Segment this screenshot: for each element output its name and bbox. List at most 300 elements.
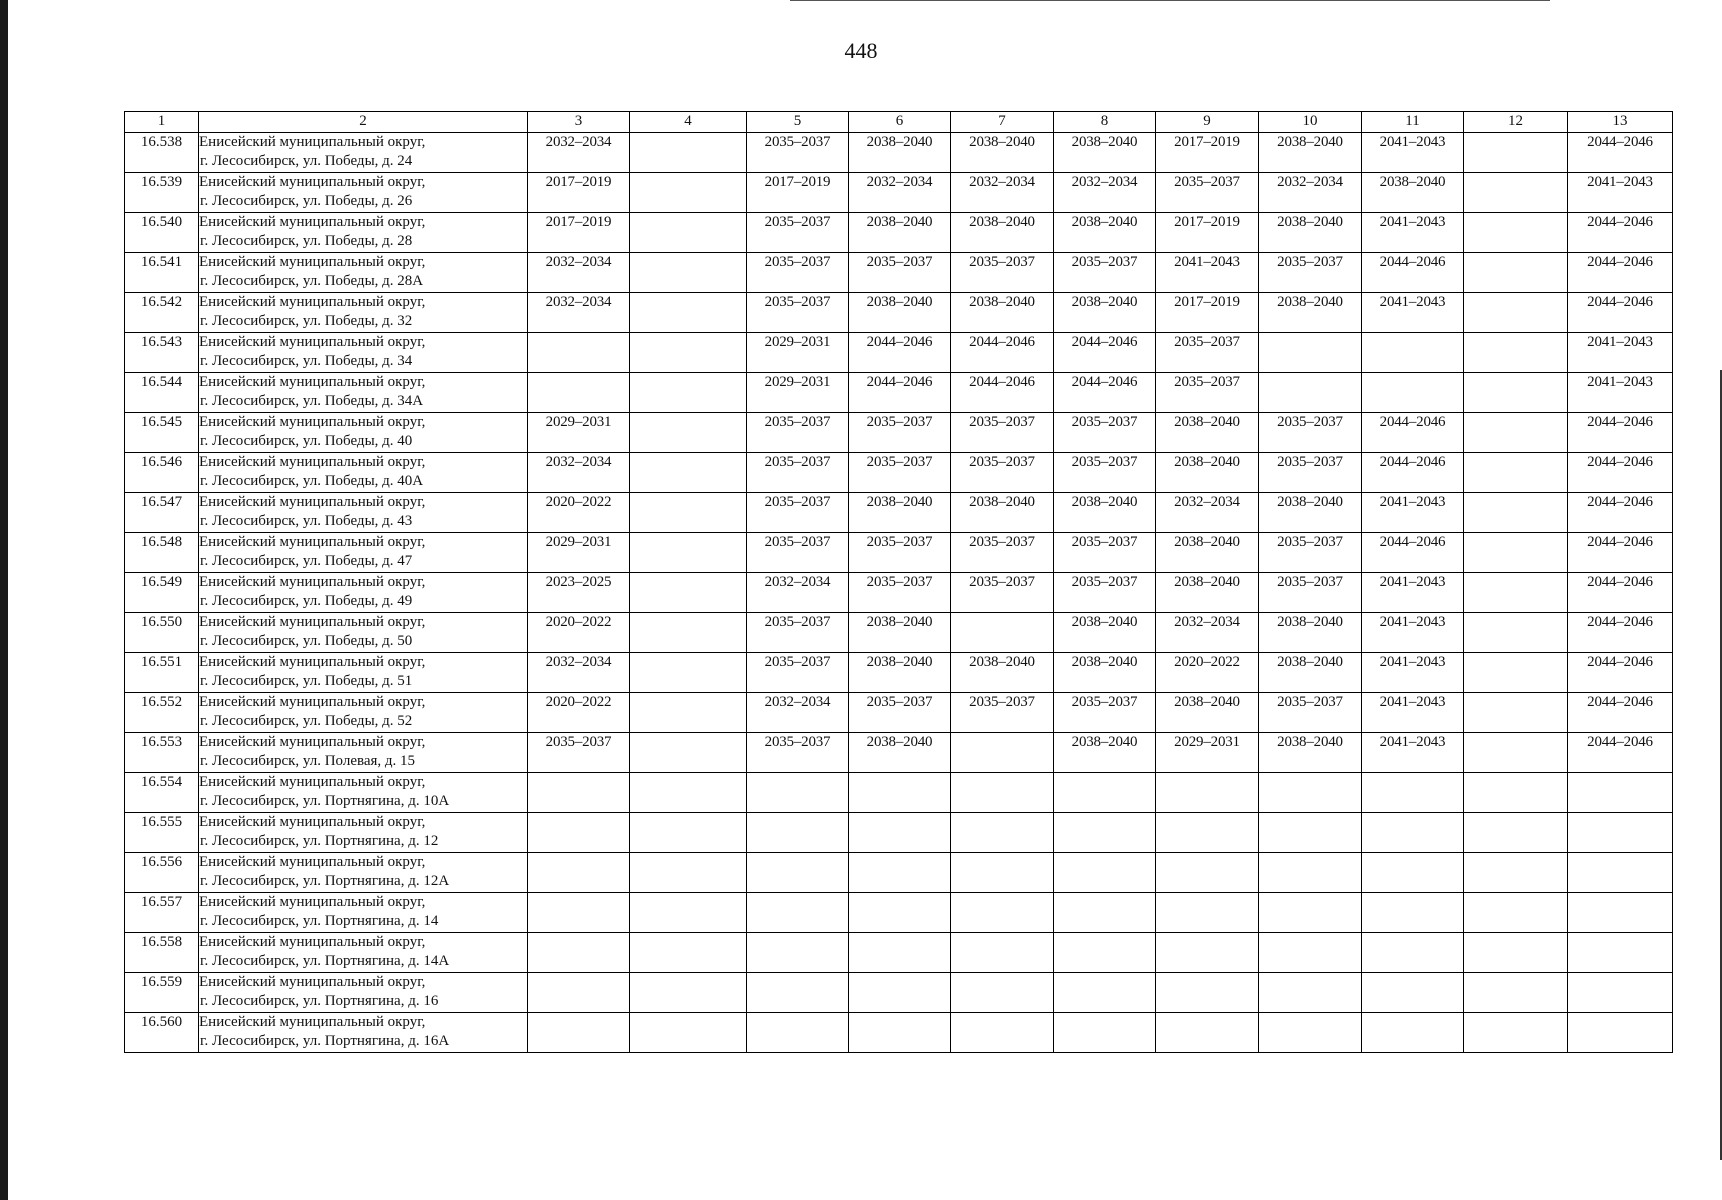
address-line-1: Енисейский муниципальный округ, (199, 654, 426, 670)
period-cell-13: 2044–2046 (1568, 613, 1673, 653)
period-cell-7 (951, 773, 1054, 813)
page-number: 448 (844, 38, 878, 63)
period-cell-5: 2035–2037 (747, 533, 849, 573)
period-cell-4 (630, 173, 747, 213)
period-cell-13: 2044–2046 (1568, 453, 1673, 493)
period-cell-9: 2017–2019 (1156, 133, 1259, 173)
address-line-1: Енисейский муниципальный округ, (199, 854, 426, 870)
period-cell-10: 2038–2040 (1259, 133, 1362, 173)
column-header-row (125, 112, 1673, 133)
period-cell-5 (747, 973, 849, 1013)
period-cell-5: 2035–2037 (747, 253, 849, 293)
address-cell (199, 533, 528, 573)
address-line-2: г. Лесосибирск, ул. Портнягина, д. 14А (200, 953, 450, 969)
period-cell-8: 2035–2037 (1054, 573, 1156, 613)
table-row (125, 773, 1673, 813)
period-cell-3: 2032–2034 (528, 653, 630, 693)
period-cell-5: 2035–2037 (747, 133, 849, 173)
period-cell-11: 2041–2043 (1362, 653, 1464, 693)
period-cell-7 (951, 933, 1054, 973)
period-cell-8: 2038–2040 (1054, 493, 1156, 533)
address-cell (199, 853, 528, 893)
period-cell-5 (747, 1013, 849, 1053)
period-cell-10: 2038–2040 (1259, 293, 1362, 333)
period-cell-9: 2035–2037 (1156, 373, 1259, 413)
period-cell-11 (1362, 973, 1464, 1013)
period-cell-8: 2032–2034 (1054, 173, 1156, 213)
period-cell-11 (1362, 333, 1464, 373)
period-cell-13: 2044–2046 (1568, 413, 1673, 453)
period-cell-10 (1259, 893, 1362, 933)
period-cell-4 (630, 853, 747, 893)
period-cell-12 (1464, 773, 1568, 813)
period-cell-7: 2038–2040 (951, 213, 1054, 253)
row-number-cell: 16.555 (125, 813, 199, 853)
table-row (125, 293, 1673, 333)
period-cell-9: 2032–2034 (1156, 493, 1259, 533)
period-cell-10 (1259, 373, 1362, 413)
period-cell-11: 2044–2046 (1362, 413, 1464, 453)
period-cell-7: 2044–2046 (951, 333, 1054, 373)
period-cell-8: 2038–2040 (1054, 613, 1156, 653)
period-cell-11 (1362, 933, 1464, 973)
period-cell-4 (630, 773, 747, 813)
period-cell-5: 2029–2031 (747, 333, 849, 373)
address-cell (199, 253, 528, 293)
address-line-2: г. Лесосибирск, ул. Победы, д. 40А (200, 473, 424, 489)
period-cell-9: 2029–2031 (1156, 733, 1259, 773)
address-cell (199, 773, 528, 813)
period-cell-10 (1259, 773, 1362, 813)
period-cell-12 (1464, 213, 1568, 253)
table-row (125, 413, 1673, 453)
period-cell-5: 2032–2034 (747, 573, 849, 613)
period-cell-13: 2044–2046 (1568, 253, 1673, 293)
period-cell-8 (1054, 1013, 1156, 1053)
period-cell-7: 2038–2040 (951, 653, 1054, 693)
period-cell-6: 2038–2040 (849, 213, 951, 253)
period-cell-8: 2038–2040 (1054, 133, 1156, 173)
period-cell-11: 2041–2043 (1362, 733, 1464, 773)
period-cell-8 (1054, 773, 1156, 813)
row-number-cell: 16.557 (125, 893, 199, 933)
scan-top-line (790, 0, 1550, 1)
period-cell-6: 2044–2046 (849, 333, 951, 373)
row-number-cell: 16.556 (125, 853, 199, 893)
period-cell-6 (849, 813, 951, 853)
period-cell-9 (1156, 813, 1259, 853)
table-row (125, 733, 1673, 773)
address-line-2: г. Лесосибирск, ул. Победы, д. 49 (200, 593, 413, 609)
row-number-cell: 16.552 (125, 693, 199, 733)
period-cell-4 (630, 573, 747, 613)
period-cell-4 (630, 893, 747, 933)
period-cell-10 (1259, 933, 1362, 973)
address-line-2: г. Лесосибирск, ул. Победы, д. 26 (200, 193, 413, 209)
address-cell (199, 653, 528, 693)
address-line-1: Енисейский муниципальный округ, (199, 974, 426, 990)
table-row (125, 933, 1673, 973)
period-cell-7: 2044–2046 (951, 373, 1054, 413)
row-number-cell: 16.543 (125, 333, 199, 373)
address-line-2: г. Лесосибирск, ул. Портнягина, д. 14 (200, 913, 439, 929)
period-cell-12 (1464, 493, 1568, 533)
address-line-1: Енисейский муниципальный округ, (199, 134, 426, 150)
column-header: 10 (1259, 112, 1362, 133)
table-row (125, 213, 1673, 253)
row-number-cell: 16.542 (125, 293, 199, 333)
address-cell (199, 933, 528, 973)
period-cell-8 (1054, 893, 1156, 933)
period-cell-4 (630, 533, 747, 573)
period-cell-13: 2044–2046 (1568, 213, 1673, 253)
period-cell-8 (1054, 973, 1156, 1013)
period-cell-13: 2044–2046 (1568, 293, 1673, 333)
period-cell-6: 2035–2037 (849, 413, 951, 453)
period-cell-3 (528, 893, 630, 933)
period-cell-3 (528, 373, 630, 413)
table-row (125, 533, 1673, 573)
address-cell (199, 133, 528, 173)
period-cell-9 (1156, 933, 1259, 973)
period-cell-7: 2038–2040 (951, 493, 1054, 533)
period-cell-5: 2017–2019 (747, 173, 849, 213)
period-cell-9: 2038–2040 (1156, 453, 1259, 493)
period-cell-8 (1054, 853, 1156, 893)
period-cell-12 (1464, 933, 1568, 973)
address-line-2: г. Лесосибирск, ул. Победы, д. 50 (200, 633, 413, 649)
address-cell (199, 573, 528, 613)
address-cell (199, 333, 528, 373)
address-cell (199, 373, 528, 413)
period-cell-6: 2035–2037 (849, 693, 951, 733)
address-line-2: г. Лесосибирск, ул. Победы, д. 40 (200, 433, 413, 449)
period-cell-9: 2020–2022 (1156, 653, 1259, 693)
period-cell-13: 2041–2043 (1568, 373, 1673, 413)
period-cell-12 (1464, 373, 1568, 413)
address-line-1: Енисейский муниципальный округ, (199, 214, 426, 230)
period-cell-13: 2044–2046 (1568, 533, 1673, 573)
period-cell-4 (630, 213, 747, 253)
period-cell-13: 2044–2046 (1568, 733, 1673, 773)
period-cell-7: 2032–2034 (951, 173, 1054, 213)
period-cell-9: 2038–2040 (1156, 573, 1259, 613)
address-line-1: Енисейский муниципальный округ, (199, 894, 426, 910)
address-line-1: Енисейский муниципальный округ, (199, 694, 426, 710)
period-cell-13: 2044–2046 (1568, 693, 1673, 733)
period-cell-5: 2035–2037 (747, 493, 849, 533)
period-cell-7 (951, 853, 1054, 893)
row-number-cell: 16.550 (125, 613, 199, 653)
period-cell-7: 2035–2037 (951, 253, 1054, 293)
period-cell-8: 2035–2037 (1054, 453, 1156, 493)
column-header: 9 (1156, 112, 1259, 133)
period-cell-5 (747, 813, 849, 853)
address-line-1: Енисейский муниципальный округ, (199, 294, 426, 310)
period-cell-3 (528, 973, 630, 1013)
period-cell-12 (1464, 693, 1568, 733)
period-cell-4 (630, 613, 747, 653)
row-number-cell: 16.548 (125, 533, 199, 573)
period-cell-7: 2035–2037 (951, 533, 1054, 573)
address-cell (199, 493, 528, 533)
period-cell-10: 2038–2040 (1259, 653, 1362, 693)
period-cell-5: 2035–2037 (747, 413, 849, 453)
period-cell-10: 2035–2037 (1259, 573, 1362, 613)
address-line-2: г. Лесосибирск, ул. Победы, д. 34 (200, 353, 413, 369)
period-cell-9: 2035–2037 (1156, 333, 1259, 373)
period-cell-4 (630, 693, 747, 733)
period-cell-10: 2038–2040 (1259, 733, 1362, 773)
period-cell-9: 2035–2037 (1156, 173, 1259, 213)
address-line-2: г. Лесосибирск, ул. Победы, д. 47 (200, 553, 413, 569)
period-cell-9 (1156, 853, 1259, 893)
period-cell-11: 2041–2043 (1362, 613, 1464, 653)
table-row (125, 813, 1673, 853)
table-row (125, 573, 1673, 613)
address-line-2: г. Лесосибирск, ул. Портнягина, д. 10А (200, 793, 450, 809)
period-cell-5 (747, 853, 849, 893)
period-cell-3: 2023–2025 (528, 573, 630, 613)
row-number-cell: 16.545 (125, 413, 199, 453)
period-cell-4 (630, 333, 747, 373)
period-cell-4 (630, 1013, 747, 1053)
column-header: 4 (630, 112, 747, 133)
address-line-1: Енисейский муниципальный округ, (199, 614, 426, 630)
period-cell-11 (1362, 373, 1464, 413)
row-number-cell: 16.553 (125, 733, 199, 773)
period-cell-3 (528, 853, 630, 893)
period-cell-8: 2035–2037 (1054, 253, 1156, 293)
period-cell-6: 2035–2037 (849, 253, 951, 293)
period-cell-7 (951, 1013, 1054, 1053)
period-cell-8 (1054, 933, 1156, 973)
period-cell-12 (1464, 733, 1568, 773)
period-cell-12 (1464, 333, 1568, 373)
period-cell-6: 2038–2040 (849, 653, 951, 693)
period-cell-9: 2038–2040 (1156, 533, 1259, 573)
period-cell-11: 2041–2043 (1362, 693, 1464, 733)
period-cell-12 (1464, 133, 1568, 173)
period-cell-11 (1362, 773, 1464, 813)
period-cell-8: 2038–2040 (1054, 653, 1156, 693)
row-number-cell: 16.539 (125, 173, 199, 213)
period-cell-13 (1568, 1013, 1673, 1053)
period-cell-4 (630, 813, 747, 853)
period-cell-7: 2035–2037 (951, 693, 1054, 733)
period-cell-8: 2038–2040 (1054, 293, 1156, 333)
row-number-cell: 16.541 (125, 253, 199, 293)
period-cell-8: 2035–2037 (1054, 413, 1156, 453)
address-cell (199, 413, 528, 453)
period-cell-12 (1464, 1013, 1568, 1053)
period-cell-5: 2035–2037 (747, 213, 849, 253)
row-number-cell: 16.544 (125, 373, 199, 413)
period-cell-11 (1362, 813, 1464, 853)
period-cell-10: 2035–2037 (1259, 413, 1362, 453)
period-cell-7 (951, 893, 1054, 933)
period-cell-4 (630, 133, 747, 173)
period-cell-12 (1464, 533, 1568, 573)
period-cell-13: 2044–2046 (1568, 573, 1673, 613)
period-cell-13 (1568, 853, 1673, 893)
address-line-1: Енисейский муниципальный округ, (199, 534, 426, 550)
period-cell-13: 2044–2046 (1568, 493, 1673, 533)
period-cell-13 (1568, 773, 1673, 813)
row-number-cell: 16.551 (125, 653, 199, 693)
period-cell-7 (951, 813, 1054, 853)
period-cell-10 (1259, 333, 1362, 373)
period-cell-8: 2035–2037 (1054, 533, 1156, 573)
period-cell-4 (630, 253, 747, 293)
address-cell (199, 973, 528, 1013)
period-cell-10: 2035–2037 (1259, 533, 1362, 573)
period-cell-9 (1156, 893, 1259, 933)
column-header: 11 (1362, 112, 1464, 133)
period-cell-3: 2035–2037 (528, 733, 630, 773)
period-cell-10: 2038–2040 (1259, 613, 1362, 653)
address-line-2: г. Лесосибирск, ул. Победы, д. 43 (200, 513, 413, 529)
column-header: 1 (125, 112, 199, 133)
address-cell (199, 813, 528, 853)
period-cell-10 (1259, 813, 1362, 853)
address-line-1: Енисейский муниципальный округ, (199, 374, 426, 390)
address-line-1: Енисейский муниципальный округ, (199, 574, 426, 590)
period-cell-12 (1464, 613, 1568, 653)
table-row (125, 173, 1673, 213)
period-cell-6: 2032–2034 (849, 173, 951, 213)
period-cell-3: 2020–2022 (528, 493, 630, 533)
period-cell-4 (630, 453, 747, 493)
period-cell-12 (1464, 573, 1568, 613)
period-cell-6 (849, 773, 951, 813)
period-cell-7 (951, 613, 1054, 653)
address-line-2: г. Лесосибирск, ул. Портнягина, д. 12 (200, 833, 439, 849)
period-cell-12 (1464, 813, 1568, 853)
period-cell-10 (1259, 853, 1362, 893)
table-row (125, 893, 1673, 933)
table-row (125, 333, 1673, 373)
period-cell-6: 2035–2037 (849, 573, 951, 613)
address-line-1: Енисейский муниципальный округ, (199, 1014, 426, 1030)
period-cell-13 (1568, 893, 1673, 933)
column-header: 6 (849, 112, 951, 133)
table-row (125, 693, 1673, 733)
period-cell-9: 2017–2019 (1156, 293, 1259, 333)
period-cell-7: 2035–2037 (951, 453, 1054, 493)
table-row (125, 613, 1673, 653)
table-row (125, 493, 1673, 533)
period-cell-7: 2035–2037 (951, 573, 1054, 613)
address-cell (199, 173, 528, 213)
period-cell-11: 2041–2043 (1362, 493, 1464, 533)
period-cell-13 (1568, 973, 1673, 1013)
period-cell-11: 2041–2043 (1362, 293, 1464, 333)
period-cell-10 (1259, 973, 1362, 1013)
column-header: 5 (747, 112, 849, 133)
address-cell (199, 613, 528, 653)
address-cell (199, 1013, 528, 1053)
row-number-cell: 16.560 (125, 1013, 199, 1053)
address-cell (199, 693, 528, 733)
period-cell-8: 2038–2040 (1054, 733, 1156, 773)
period-cell-6: 2035–2037 (849, 453, 951, 493)
address-line-1: Енисейский муниципальный округ, (199, 494, 426, 510)
period-cell-3 (528, 813, 630, 853)
period-cell-11: 2044–2046 (1362, 453, 1464, 493)
address-line-2: г. Лесосибирск, ул. Победы, д. 34А (200, 393, 424, 409)
period-cell-8: 2044–2046 (1054, 333, 1156, 373)
period-cell-3: 2029–2031 (528, 533, 630, 573)
period-cell-5: 2035–2037 (747, 293, 849, 333)
period-cell-6: 2038–2040 (849, 733, 951, 773)
period-cell-6: 2044–2046 (849, 373, 951, 413)
period-cell-5: 2035–2037 (747, 733, 849, 773)
row-number-cell: 16.559 (125, 973, 199, 1013)
period-cell-11 (1362, 1013, 1464, 1053)
period-cell-9 (1156, 773, 1259, 813)
address-line-1: Енисейский муниципальный округ, (199, 414, 426, 430)
address-line-2: г. Лесосибирск, ул. Портнягина, д. 16 (200, 993, 439, 1009)
period-cell-6: 2038–2040 (849, 613, 951, 653)
row-number-cell: 16.546 (125, 453, 199, 493)
period-cell-13: 2041–2043 (1568, 333, 1673, 373)
period-cell-6 (849, 933, 951, 973)
period-cell-6: 2038–2040 (849, 133, 951, 173)
period-cell-6 (849, 1013, 951, 1053)
schedule-table (124, 111, 1673, 1053)
period-cell-10: 2038–2040 (1259, 493, 1362, 533)
period-cell-4 (630, 653, 747, 693)
period-cell-9: 2041–2043 (1156, 253, 1259, 293)
period-cell-3: 2032–2034 (528, 453, 630, 493)
address-cell (199, 293, 528, 333)
period-cell-11: 2041–2043 (1362, 213, 1464, 253)
table-row (125, 253, 1673, 293)
table-row (125, 653, 1673, 693)
address-cell (199, 213, 528, 253)
period-cell-10: 2035–2037 (1259, 693, 1362, 733)
period-cell-6: 2035–2037 (849, 533, 951, 573)
period-cell-5 (747, 933, 849, 973)
period-cell-12 (1464, 293, 1568, 333)
period-cell-11: 2041–2043 (1362, 573, 1464, 613)
period-cell-13: 2044–2046 (1568, 133, 1673, 173)
period-cell-9: 2038–2040 (1156, 413, 1259, 453)
period-cell-4 (630, 413, 747, 453)
table-row (125, 453, 1673, 493)
address-line-1: Енисейский муниципальный округ, (199, 814, 426, 830)
period-cell-13 (1568, 933, 1673, 973)
address-line-2: г. Лесосибирск, ул. Победы, д. 28А (200, 273, 424, 289)
period-cell-13 (1568, 813, 1673, 853)
period-cell-5: 2032–2034 (747, 693, 849, 733)
period-cell-9: 2017–2019 (1156, 213, 1259, 253)
address-line-2: г. Лесосибирск, ул. Победы, д. 52 (200, 713, 413, 729)
address-line-1: Енисейский муниципальный округ, (199, 174, 426, 190)
period-cell-3: 2032–2034 (528, 253, 630, 293)
period-cell-3: 2029–2031 (528, 413, 630, 453)
period-cell-10 (1259, 1013, 1362, 1053)
period-cell-13: 2044–2046 (1568, 653, 1673, 693)
row-number-cell: 16.554 (125, 773, 199, 813)
period-cell-6 (849, 853, 951, 893)
period-cell-9 (1156, 973, 1259, 1013)
address-line-1: Енисейский муниципальный округ, (199, 254, 426, 270)
column-header: 7 (951, 112, 1054, 133)
address-line-1: Енисейский муниципальный округ, (199, 454, 426, 470)
address-line-1: Енисейский муниципальный округ, (199, 774, 426, 790)
